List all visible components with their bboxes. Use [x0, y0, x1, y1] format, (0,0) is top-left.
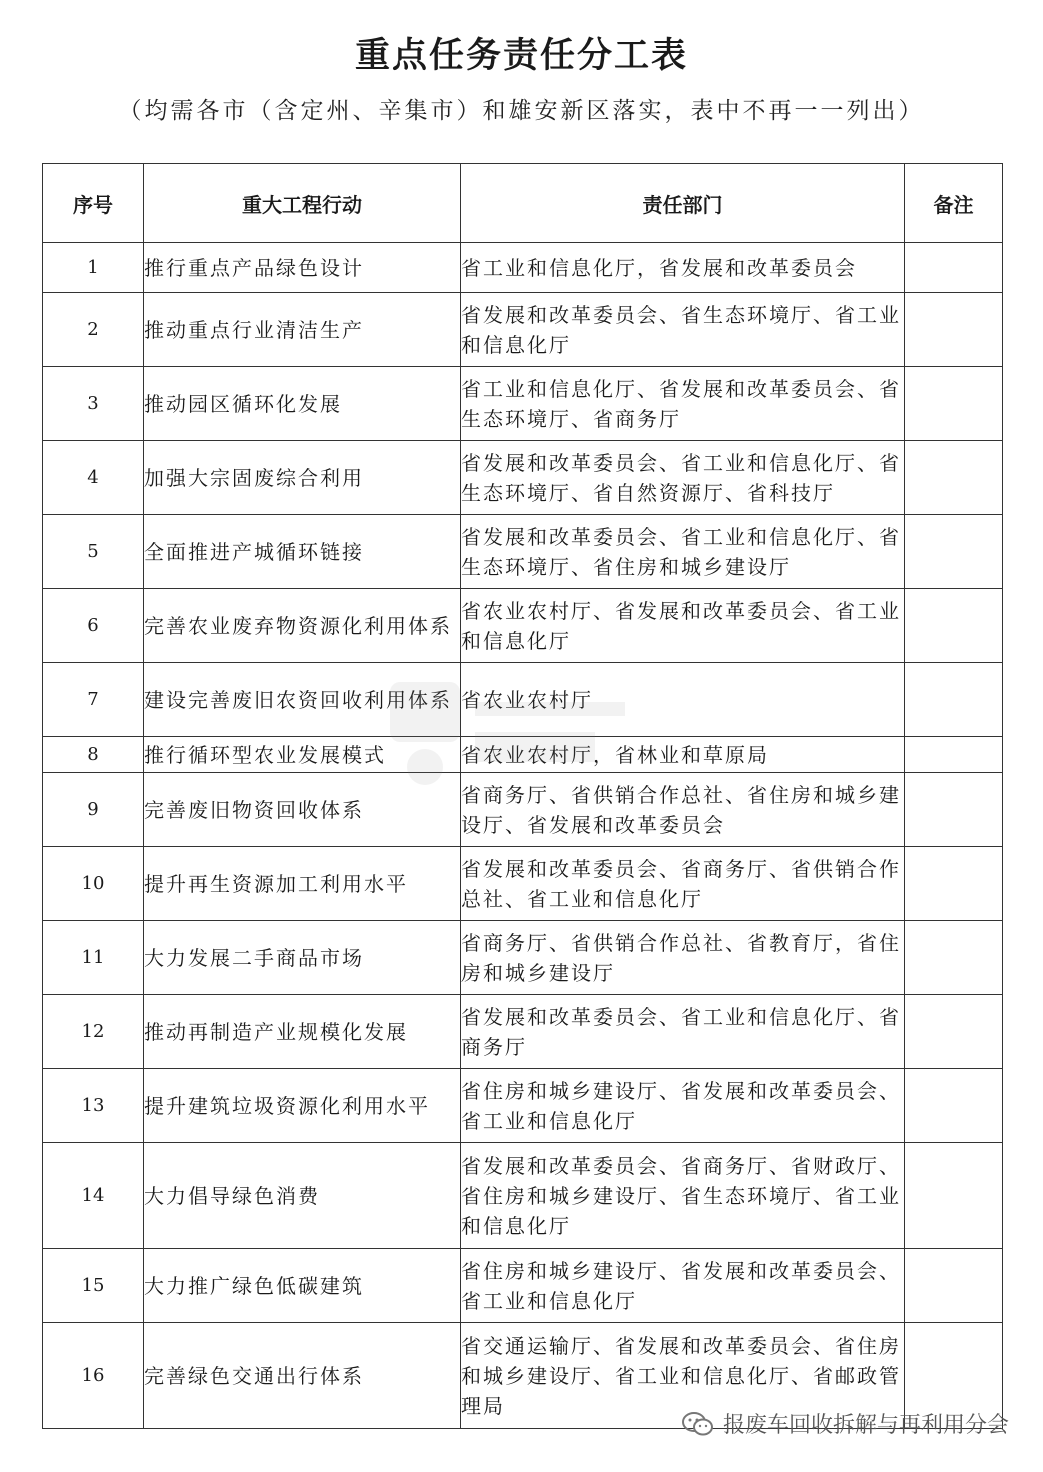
row-note — [905, 441, 1003, 515]
table-row — [43, 737, 1003, 773]
row-note — [905, 293, 1003, 367]
row-number: 1 — [43, 243, 144, 293]
table-row — [43, 847, 1003, 921]
row-number: 11 — [43, 921, 144, 995]
table-row — [43, 367, 1003, 441]
table-row — [43, 293, 1003, 367]
row-action: 推动园区循环化发展 — [144, 367, 461, 441]
row-note — [905, 663, 1003, 737]
row-department: 省发展和改革委员会、省生态环境厅、省工业和信息化厅 — [461, 293, 905, 367]
row-action: 完善农业废弃物资源化利用体系 — [144, 589, 461, 663]
table-body — [43, 243, 1003, 1429]
row-action: 提升建筑垃圾资源化利用水平 — [144, 1069, 461, 1143]
row-department: 省发展和改革委员会、省工业和信息化厅、省生态环境厅、省住房和城乡建设厅 — [461, 515, 905, 589]
table-row — [43, 441, 1003, 515]
row-department: 省工业和信息化厅，省发展和改革委员会 — [461, 243, 905, 293]
row-note — [905, 995, 1003, 1069]
row-number: 16 — [43, 1323, 144, 1429]
row-department: 省发展和改革委员会、省工业和信息化厅、省商务厅 — [461, 995, 905, 1069]
row-action: 大力倡导绿色消费 — [144, 1143, 461, 1249]
wechat-account-mark — [681, 1408, 1009, 1439]
row-note — [905, 737, 1003, 773]
row-action: 全面推进产城循环链接 — [144, 515, 461, 589]
row-number: 13 — [43, 1069, 144, 1143]
row-note — [905, 589, 1003, 663]
task-table — [42, 163, 1003, 1429]
row-action: 提升再生资源加工利用水平 — [144, 847, 461, 921]
table-row — [43, 1069, 1003, 1143]
table-row — [43, 589, 1003, 663]
row-department: 省农业农村厅，省林业和草原局 — [461, 737, 905, 773]
row-note — [905, 1249, 1003, 1323]
row-number: 5 — [43, 515, 144, 589]
header-note: 备注 — [905, 164, 1003, 243]
row-department: 省住房和城乡建设厅、省发展和改革委员会、省工业和信息化厅 — [461, 1069, 905, 1143]
row-number: 2 — [43, 293, 144, 367]
row-department: 省发展和改革委员会、省商务厅、省供销合作总社、省工业和信息化厅 — [461, 847, 905, 921]
row-note — [905, 921, 1003, 995]
table-row — [43, 1249, 1003, 1323]
row-note — [905, 515, 1003, 589]
row-note — [905, 1143, 1003, 1249]
row-department: 省住房和城乡建设厅、省发展和改革委员会、省工业和信息化厅 — [461, 1249, 905, 1323]
row-action: 推动再制造产业规模化发展 — [144, 995, 461, 1069]
table-row — [43, 515, 1003, 589]
row-number: 9 — [43, 773, 144, 847]
row-action: 完善绿色交通出行体系 — [144, 1323, 461, 1429]
row-note — [905, 1069, 1003, 1143]
row-department: 省商务厅、省供销合作总社、省住房和城乡建设厅、省发展和改革委员会 — [461, 773, 905, 847]
row-number: 8 — [43, 737, 144, 773]
row-note — [905, 847, 1003, 921]
row-number: 10 — [43, 847, 144, 921]
header-dept: 责任部门 — [461, 164, 905, 243]
row-action: 建设完善废旧农资回收利用体系 — [144, 663, 461, 737]
account-name: 报废车回收拆解与再利用分会 — [722, 1413, 1009, 1438]
row-action: 大力发展二手商品市场 — [144, 921, 461, 995]
row-note — [905, 367, 1003, 441]
row-action: 推行重点产品绿色设计 — [144, 243, 461, 293]
row-action: 加强大宗固废综合利用 — [144, 441, 461, 515]
row-note — [905, 243, 1003, 293]
table-row — [43, 243, 1003, 293]
table-header-row — [43, 164, 1003, 243]
row-action: 完善废旧物资回收体系 — [144, 773, 461, 847]
table-row — [43, 663, 1003, 737]
row-department: 省商务厅、省供销合作总社、省教育厅，省住房和城乡建设厅 — [461, 921, 905, 995]
row-department: 省农业农村厅、省发展和改革委员会、省工业和信息化厅 — [461, 589, 905, 663]
row-department: 省交通运输厅、省发展和改革委员会、省住房和城乡建设厅、省工业和信息化厅、省邮政管理局 — [461, 1323, 905, 1429]
row-note — [905, 773, 1003, 847]
row-number: 4 — [43, 441, 144, 515]
row-number: 3 — [43, 367, 144, 441]
row-number: 6 — [43, 589, 144, 663]
row-number: 7 — [43, 663, 144, 737]
row-number: 15 — [43, 1249, 144, 1323]
header-action: 重大工程行动 — [144, 164, 461, 243]
header-num: 序号 — [43, 164, 144, 243]
row-action: 推行循环型农业发展模式 — [144, 737, 461, 773]
wechat-icon — [681, 1410, 715, 1438]
row-number: 14 — [43, 1143, 144, 1249]
table-row — [43, 995, 1003, 1069]
table-row — [43, 921, 1003, 995]
page-title: 重点任务责任分工表 — [354, 36, 688, 76]
row-action: 推动重点行业清洁生产 — [144, 293, 461, 367]
row-department: 省农业农村厅 — [461, 663, 905, 737]
row-action: 大力推广绿色低碳建筑 — [144, 1249, 461, 1323]
row-department: 省发展和改革委员会、省工业和信息化厅、省生态环境厅、省自然资源厅、省科技厅 — [461, 441, 905, 515]
row-department: 省发展和改革委员会、省商务厅、省财政厅、省住房和城乡建设厅、省生态环境厅、省工业和信息化厅 — [461, 1143, 905, 1249]
row-department: 省工业和信息化厅、省发展和改革委员会、省生态环境厅、省商务厅 — [461, 367, 905, 441]
page-subtitle: （均需各市（含定州、辛集市）和雄安新区落实，表中不再一一列出） — [118, 98, 925, 124]
row-number: 12 — [43, 995, 144, 1069]
table-row — [43, 773, 1003, 847]
table-row — [43, 1143, 1003, 1249]
